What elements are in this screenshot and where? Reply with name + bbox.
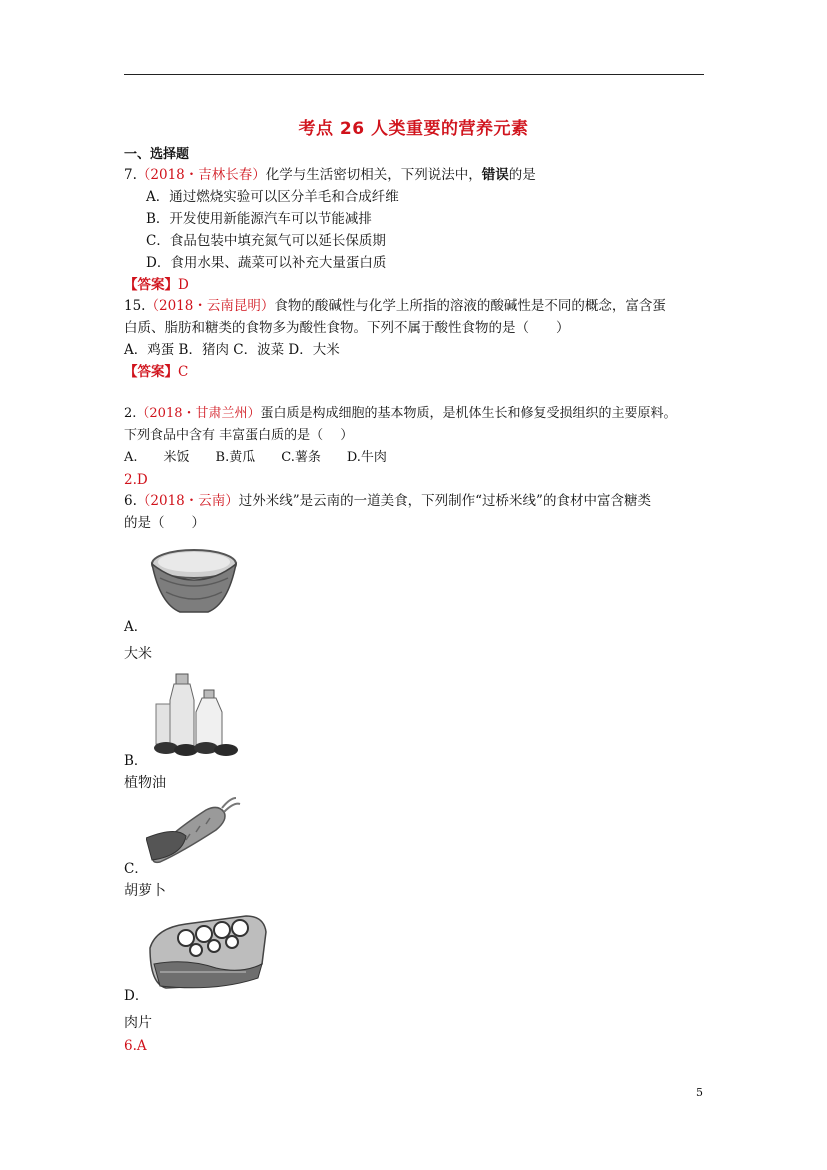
carrot-icon — [146, 796, 242, 870]
answer-label: 【答案】 — [124, 277, 178, 293]
question-number: 15. — [124, 298, 146, 314]
choice-d-letter: D． — [124, 988, 149, 1004]
question-text-end: 的是 — [508, 167, 536, 183]
section-heading: 一、选择题 — [124, 147, 190, 162]
question-15-stem-line2: 白质、脂肪和糖类的食物多为酸性食物。下列不属于酸性食物的是（ ） — [124, 320, 570, 336]
page-number: 5 — [696, 1086, 703, 1099]
question-number: 6. — [124, 493, 137, 509]
question-15-options: A．鸡蛋 B．猪肉 C．波菜 D．大米 — [124, 342, 340, 358]
answer-6: 6.A — [124, 1038, 147, 1054]
rice-bowl-icon — [146, 544, 242, 622]
answer-7 — [124, 276, 189, 294]
choice-a-label: 大米 — [124, 646, 152, 662]
question-text: 过外米线”是云南的一道美食，下列制作“过桥米线”的食材中富含糖类 — [238, 493, 651, 509]
choice-d-label: 肉片 — [124, 1015, 152, 1031]
question-source: （2018・云南昆明） — [145, 298, 275, 314]
question-number: 7. — [124, 167, 137, 183]
option-a: A．通过燃烧实验可以区分羊毛和合成纤维 — [146, 189, 399, 205]
answer-value: D — [178, 277, 189, 293]
header-rule — [124, 74, 704, 75]
choice-c-label: 胡萝卜 — [124, 883, 166, 899]
question-2-stem-line2: 下列食品中含有 丰富蛋白质的是（ ） — [124, 428, 354, 443]
question-6-stem — [124, 492, 651, 510]
meat-slices-icon — [146, 908, 270, 996]
question-source: （2018・甘肃兰州） — [136, 406, 261, 421]
page-title: 考点 26 人类重要的营养元素 — [298, 119, 529, 139]
question-source: （2018・云南） — [136, 493, 239, 509]
question-6-stem-line2: 的是（ ） — [124, 515, 205, 531]
answer-label: 【答案】 — [124, 364, 178, 380]
choice-c-letter: C． — [124, 861, 148, 877]
question-text: 化学与生活密切相关，下列说法中， — [265, 167, 482, 183]
answer-value: C — [178, 364, 189, 380]
answer-15 — [124, 363, 188, 381]
option-b: B．开发使用新能源汽车可以节能减排 — [146, 211, 372, 227]
choice-b-label: 植物油 — [124, 775, 166, 791]
question-number: 2. — [124, 406, 137, 421]
choice-a-letter: A． — [124, 619, 148, 635]
option-d: D．食用水果、蔬菜可以补充大量蛋白质 — [146, 255, 387, 271]
question-text: 蛋白质是构成细胞的基本物质，是机体生长和修复受损组织的主要原料。 — [260, 406, 677, 421]
oil-bottles-icon — [146, 668, 242, 760]
question-15-stem — [124, 297, 666, 315]
choice-b-letter: B． — [124, 753, 148, 769]
question-2-options: A. 米饭 B.黄瓜 C.薯条 D.牛肉 — [124, 450, 387, 465]
question-2-stem — [124, 405, 677, 423]
question-emphasis: 错误 — [481, 167, 509, 183]
answer-2: 2.D — [124, 472, 148, 488]
question-7-stem — [124, 166, 536, 184]
question-text: 食物的酸碱性与化学上所指的溶液的酸碱性是不同的概念，富含蛋 — [274, 298, 666, 314]
option-c: C．食品包装中填充氮气可以延长保质期 — [146, 233, 386, 249]
question-source: （2018・吉林长春） — [136, 167, 266, 183]
